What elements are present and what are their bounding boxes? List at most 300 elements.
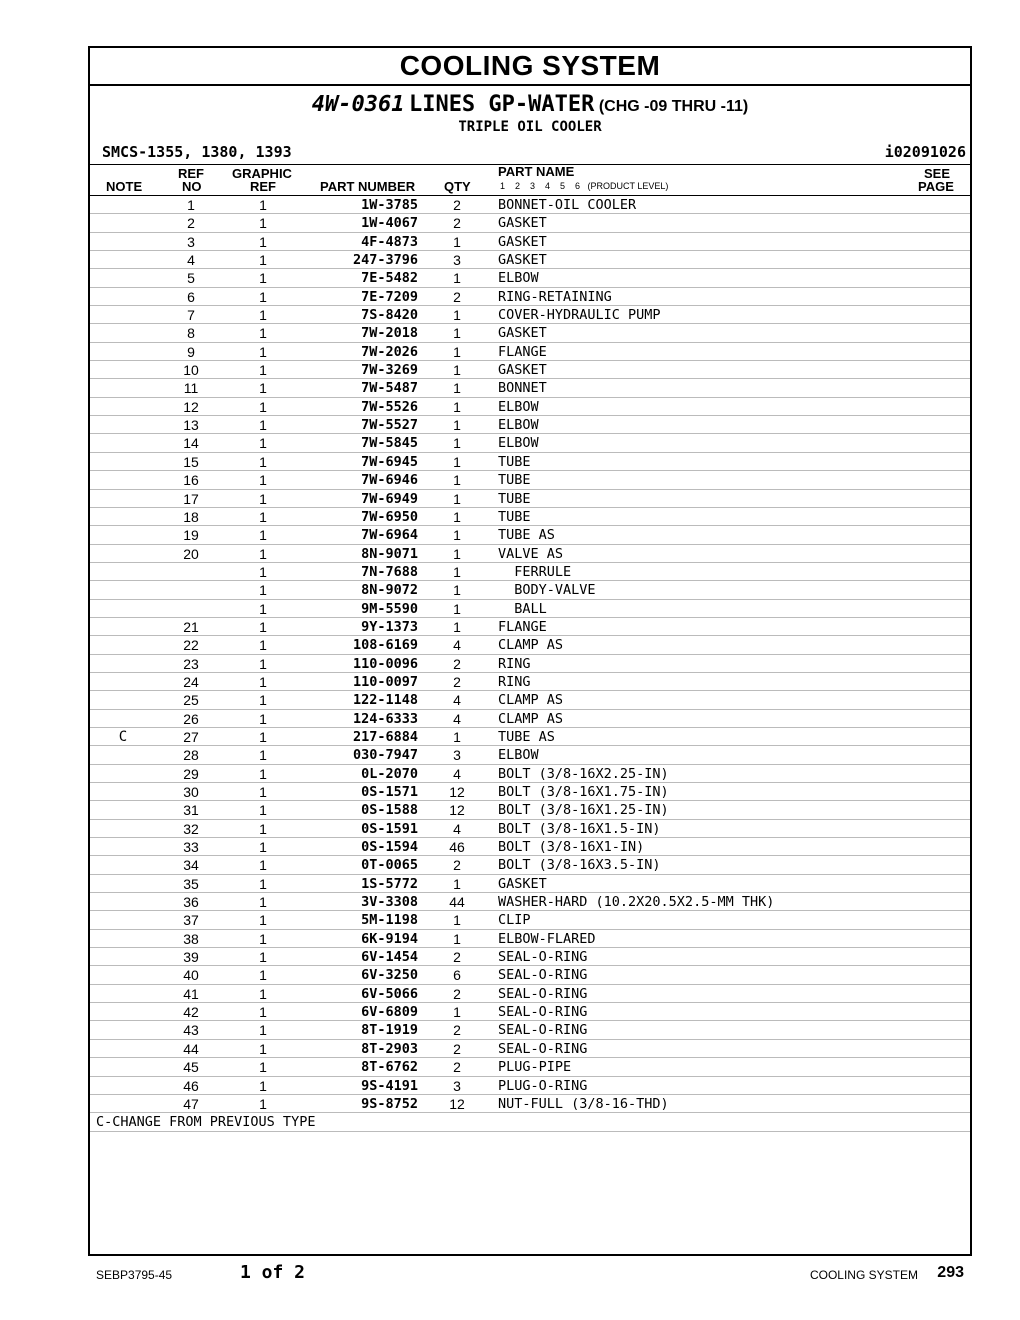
ref-cell: 46 xyxy=(183,1077,199,1094)
qty-cell: 1 xyxy=(453,362,461,379)
part-number-cell: 7W-6964 xyxy=(361,527,418,544)
col-part-number: PART NUMBER xyxy=(320,179,416,194)
qty-cell: 46 xyxy=(449,839,465,856)
part-number-cell: 8T-1919 xyxy=(361,1022,418,1039)
part-name-cell: BODY-VALVE xyxy=(498,582,596,599)
part-name-cell: WASHER-HARD (10.2X20.5X2.5-MM THK) xyxy=(498,894,775,911)
qty-cell: 1 xyxy=(453,417,461,434)
ref-cell: 4 xyxy=(187,252,195,269)
graphic-ref-cell: 1 xyxy=(259,857,267,874)
table-row xyxy=(90,398,970,416)
table-row xyxy=(90,233,970,251)
qty-cell: 1 xyxy=(453,600,461,617)
qty-cell: 2 xyxy=(453,1022,461,1039)
ref-cell: 12 xyxy=(183,398,199,415)
part-number-cell: 247-3796 xyxy=(352,252,418,269)
qty-cell: 4 xyxy=(453,637,461,654)
part-number-cell: 9S-4191 xyxy=(361,1077,418,1094)
col-see-bottom: PAGE xyxy=(918,179,954,194)
ref-cell: 9 xyxy=(187,343,195,360)
graphic-ref-cell: 1 xyxy=(259,380,267,397)
qty-cell: 1 xyxy=(453,875,461,892)
table-row xyxy=(90,214,970,232)
part-name-cell: RING xyxy=(498,673,531,690)
part-name-cell: TUBE xyxy=(498,508,531,525)
graphic-ref-cell: 1 xyxy=(259,1077,267,1094)
qty-cell: 1 xyxy=(453,582,461,599)
col-note: NOTE xyxy=(106,179,143,194)
part-name-cell: VALVE AS xyxy=(498,545,564,562)
part-number-cell: 110-0096 xyxy=(352,655,418,672)
ref-cell: 23 xyxy=(183,655,199,672)
part-name-cell: CLAMP AS xyxy=(498,637,564,654)
graphic-ref-cell: 1 xyxy=(259,655,267,672)
qty-cell: 2 xyxy=(453,215,461,232)
graphic-ref-cell: 1 xyxy=(259,820,267,837)
part-name-cell: GASKET xyxy=(498,215,547,232)
table-row xyxy=(90,746,970,764)
part-number-cell: 8N-9072 xyxy=(361,582,418,599)
qty-cell: 1 xyxy=(453,398,461,415)
graphic-ref-cell: 1 xyxy=(259,1022,267,1039)
part-number-cell: 7W-6946 xyxy=(361,472,418,489)
qty-cell: 12 xyxy=(449,802,465,819)
table-row xyxy=(90,820,970,838)
qty-cell: 1 xyxy=(453,563,461,580)
qty-cell: 1 xyxy=(453,343,461,360)
part-number-cell: 122-1148 xyxy=(352,692,418,709)
qty-cell: 1 xyxy=(453,508,461,525)
ref-cell: 8 xyxy=(187,325,195,342)
table-row xyxy=(90,600,970,618)
part-name-cell: BALL xyxy=(498,600,547,617)
table-row xyxy=(90,783,970,801)
ref-cell: 16 xyxy=(183,472,199,489)
col-product-level: 1 2 3 4 5 6 (PRODUCT LEVEL) xyxy=(500,181,669,191)
note-cell: C xyxy=(118,728,128,745)
graphic-ref-cell: 1 xyxy=(259,692,267,709)
graphic-ref-cell: 1 xyxy=(259,582,267,599)
part-number-cell: 7W-2026 xyxy=(361,343,418,360)
part-name-cell: TUBE xyxy=(498,472,531,489)
graphic-ref-cell: 1 xyxy=(259,1095,267,1112)
col-ref-top: REF xyxy=(178,166,204,181)
footer-page-number: 293 xyxy=(937,1264,964,1281)
part-name-cell: BOLT (3/8-16X1.25-IN) xyxy=(498,802,669,819)
graphic-ref-cell: 1 xyxy=(259,343,267,360)
ref-cell: 20 xyxy=(183,545,199,562)
ref-cell: 24 xyxy=(183,673,199,690)
table-row xyxy=(90,251,970,269)
graphic-ref-cell: 1 xyxy=(259,600,267,617)
part-name-cell: PLUG-PIPE xyxy=(498,1059,572,1076)
table-row xyxy=(90,710,970,728)
ref-cell: 5 xyxy=(187,270,195,287)
part-number-cell: 6V-6809 xyxy=(361,1004,418,1021)
part-name-cell: BOLT (3/8-16X2.25-IN) xyxy=(498,765,669,782)
ref-cell: 27 xyxy=(183,728,199,745)
part-name-cell: GASKET xyxy=(498,325,547,342)
part-number-cell: 7S-8420 xyxy=(361,307,418,324)
qty-cell: 12 xyxy=(449,784,465,800)
qty-cell: 1 xyxy=(453,453,461,470)
table-row xyxy=(90,856,970,874)
qty-cell: 1 xyxy=(453,618,461,635)
part-name-cell: SEAL-O-RING xyxy=(498,1004,588,1021)
qty-cell: 1 xyxy=(453,325,461,342)
ref-cell: 41 xyxy=(183,985,199,1002)
qty-cell: 2 xyxy=(453,197,461,213)
qty-cell: 1 xyxy=(453,435,461,452)
table-row xyxy=(90,765,970,783)
table-row xyxy=(90,691,970,709)
graphic-ref-cell: 1 xyxy=(259,673,267,690)
ref-cell: 19 xyxy=(183,527,199,544)
graphic-ref-cell: 1 xyxy=(259,949,267,966)
part-number-cell: 9Y-1373 xyxy=(361,618,418,635)
graphic-ref-cell: 1 xyxy=(259,710,267,727)
table-row xyxy=(90,434,970,452)
part-name-cell: FLANGE xyxy=(498,618,547,635)
part-number-cell: 7W-6945 xyxy=(361,453,418,470)
table-row xyxy=(90,728,970,746)
part-number-cell: 8T-2903 xyxy=(361,1040,418,1057)
qty-cell: 1 xyxy=(453,930,461,947)
part-number-cell: 6V-1454 xyxy=(361,949,418,966)
part-name-cell: CLAMP AS xyxy=(498,692,564,709)
table-row xyxy=(90,343,970,361)
table-row xyxy=(90,1040,970,1058)
table-row xyxy=(90,1003,970,1021)
parts-list-frame xyxy=(88,46,972,1256)
part-name-cell: TUBE xyxy=(498,453,531,470)
table-row xyxy=(90,288,970,306)
part-number-cell: 030-7947 xyxy=(352,747,418,764)
ref-cell: 31 xyxy=(183,802,199,819)
qty-cell: 1 xyxy=(453,1004,461,1021)
qty-cell: 4 xyxy=(453,710,461,727)
page-title: COOLING SYSTEM xyxy=(90,48,970,86)
graphic-ref-cell: 1 xyxy=(259,472,267,489)
part-number-cell: 7W-5527 xyxy=(361,417,418,434)
graphic-ref-cell: 1 xyxy=(259,288,267,305)
part-number-cell: 7E-5482 xyxy=(361,270,418,287)
graphic-ref-cell: 1 xyxy=(259,1059,267,1076)
ref-cell: 11 xyxy=(183,380,199,397)
ref-cell: 42 xyxy=(183,1004,199,1021)
part-number-cell: 8N-9071 xyxy=(361,545,418,562)
group-title xyxy=(90,92,970,118)
qty-cell: 2 xyxy=(453,985,461,1002)
part-number-cell: 0S-1594 xyxy=(361,839,418,856)
graphic-ref-cell: 1 xyxy=(259,765,267,782)
ref-cell: 2 xyxy=(187,215,195,232)
footer-page-of: 1 of 2 xyxy=(240,1262,306,1283)
table-row xyxy=(90,379,970,397)
part-name-cell: BOLT (3/8-16X3.5-IN) xyxy=(498,857,661,874)
part-number-cell: 9M-5590 xyxy=(361,600,418,617)
ref-cell: 47 xyxy=(183,1095,199,1112)
ref-cell: 35 xyxy=(183,875,199,892)
part-name-cell: FERRULE xyxy=(498,563,572,580)
part-name-cell: ELBOW-FLARED xyxy=(498,930,596,947)
table-row xyxy=(90,196,970,214)
footer-section: COOLING SYSTEM xyxy=(809,1268,918,1282)
part-number-cell: 0S-1588 xyxy=(361,802,418,819)
qty-cell: 2 xyxy=(453,1040,461,1057)
graphic-ref-cell: 1 xyxy=(259,802,267,819)
part-name-cell: COVER-HYDRAULIC PUMP xyxy=(498,307,661,324)
qty-cell: 4 xyxy=(453,765,461,782)
graphic-ref-cell: 1 xyxy=(259,417,267,434)
graphic-ref-cell: 1 xyxy=(259,784,267,800)
graphic-ref-cell: 1 xyxy=(259,270,267,287)
ref-cell: 43 xyxy=(183,1022,199,1039)
qty-cell: 1 xyxy=(453,233,461,250)
part-number-cell: 0S-1571 xyxy=(361,784,418,800)
part-name-cell: ELBOW xyxy=(498,747,539,764)
graphic-ref-cell: 1 xyxy=(259,1040,267,1057)
page-footer xyxy=(96,1262,968,1286)
graphic-ref-cell: 1 xyxy=(259,912,267,929)
table-row xyxy=(90,911,970,929)
qty-cell: 2 xyxy=(453,1059,461,1076)
ref-cell: 36 xyxy=(183,894,199,911)
table-row xyxy=(90,1095,970,1113)
qty-cell: 6 xyxy=(453,967,461,984)
part-number-cell: 8T-6762 xyxy=(361,1059,418,1076)
part-name-cell: TUBE xyxy=(498,490,531,507)
part-name-cell: SEAL-O-RING xyxy=(498,985,588,1002)
part-number-cell: 6V-3250 xyxy=(361,967,418,984)
table-row xyxy=(90,508,970,526)
part-name-cell: ELBOW xyxy=(498,270,539,287)
table-row xyxy=(90,306,970,324)
part-number-cell: 7W-2018 xyxy=(361,325,418,342)
table-row xyxy=(90,966,970,984)
table-row xyxy=(90,526,970,544)
ref-cell: 44 xyxy=(183,1040,199,1057)
part-name-cell: CLIP xyxy=(498,912,531,929)
model-number: 4W-0361 xyxy=(311,92,405,117)
graphic-ref-cell: 1 xyxy=(259,839,267,856)
ref-cell: 3 xyxy=(187,233,195,250)
table-row xyxy=(90,563,970,581)
table-row xyxy=(90,1077,970,1095)
table-row xyxy=(90,618,970,636)
part-name-cell: GASKET xyxy=(498,252,547,269)
ref-cell: 32 xyxy=(183,820,199,837)
graphic-ref-cell: 1 xyxy=(259,967,267,984)
graphic-ref-cell: 1 xyxy=(259,197,267,213)
part-number-cell: 7W-6949 xyxy=(361,490,418,507)
table-row xyxy=(90,893,970,911)
ref-cell: 39 xyxy=(183,949,199,966)
ref-cell: 34 xyxy=(183,857,199,874)
part-name-cell: SEAL-O-RING xyxy=(498,1040,588,1057)
ref-cell: 6 xyxy=(187,288,195,305)
table-row xyxy=(90,838,970,856)
table-row xyxy=(90,655,970,673)
graphic-ref-cell: 1 xyxy=(259,563,267,580)
graphic-ref-cell: 1 xyxy=(259,894,267,911)
ref-cell: 1 xyxy=(187,197,195,213)
part-number-cell: 124-6333 xyxy=(352,710,418,727)
col-graphic-top: GRAPHIC xyxy=(232,166,292,181)
ref-cell: 13 xyxy=(183,417,199,434)
part-name-cell: BOLT (3/8-16X1.5-IN) xyxy=(498,820,661,837)
part-number-cell: 7E-7209 xyxy=(361,288,418,305)
graphic-ref-cell: 1 xyxy=(259,875,267,892)
graphic-ref-cell: 1 xyxy=(259,1004,267,1021)
graphic-ref-cell: 1 xyxy=(259,637,267,654)
qty-cell: 1 xyxy=(453,472,461,489)
graphic-ref-cell: 1 xyxy=(259,325,267,342)
group-name: LINES GP-WATER xyxy=(408,92,595,117)
part-number-cell: 1W-4067 xyxy=(361,215,418,232)
col-ref-bottom: NO xyxy=(182,179,202,194)
part-number-cell: 5M-1198 xyxy=(361,912,418,929)
table-row xyxy=(90,801,970,819)
part-number-cell: 3V-3308 xyxy=(361,894,418,911)
qty-cell: 1 xyxy=(453,380,461,397)
part-name-cell: BONNET-OIL COOLER xyxy=(498,197,637,213)
part-number-cell: 108-6169 xyxy=(352,637,418,654)
graphic-ref-cell: 1 xyxy=(259,435,267,452)
qty-cell: 3 xyxy=(453,1077,461,1094)
part-name-cell: SEAL-O-RING xyxy=(498,967,588,984)
part-name-cell: PLUG-O-RING xyxy=(498,1077,588,1094)
footer-doc-id: SEBP3795-45 xyxy=(96,1268,173,1282)
qty-cell: 1 xyxy=(453,490,461,507)
part-name-cell: NUT-FULL (3/8-16-THD) xyxy=(498,1095,669,1112)
graphic-ref-cell: 1 xyxy=(259,747,267,764)
part-name-cell: GASKET xyxy=(498,233,547,250)
table-row xyxy=(90,636,970,654)
table-row xyxy=(90,416,970,434)
part-number-cell: 7W-5487 xyxy=(361,380,418,397)
part-number-cell: 1S-5772 xyxy=(361,875,418,892)
parts-table-body xyxy=(90,196,970,1113)
ref-cell: 38 xyxy=(183,930,199,947)
table-row xyxy=(90,361,970,379)
part-name-cell: TUBE AS xyxy=(498,527,555,544)
qty-cell: 1 xyxy=(453,307,461,324)
table-row xyxy=(90,930,970,948)
part-name-cell: ELBOW xyxy=(498,435,539,452)
ref-cell: 33 xyxy=(183,839,199,856)
ref-cell: 14 xyxy=(183,435,199,452)
graphic-ref-cell: 1 xyxy=(259,728,267,745)
table-row xyxy=(90,985,970,1003)
ref-cell: 29 xyxy=(183,765,199,782)
col-qty: QTY xyxy=(444,179,471,194)
graphic-ref-cell: 1 xyxy=(259,252,267,269)
col-part-name: PART NAME xyxy=(498,164,575,179)
qty-cell: 2 xyxy=(453,949,461,966)
qty-cell: 4 xyxy=(453,820,461,837)
ref-cell: 30 xyxy=(183,784,199,800)
table-row xyxy=(90,324,970,342)
table-row xyxy=(90,453,970,471)
table-row xyxy=(90,1021,970,1039)
qty-cell: 1 xyxy=(453,545,461,562)
graphic-ref-cell: 1 xyxy=(259,453,267,470)
ref-cell: 26 xyxy=(183,710,199,727)
part-number-cell: 0L-2070 xyxy=(361,765,418,782)
part-name-cell: RING xyxy=(498,655,531,672)
table-row xyxy=(90,948,970,966)
part-name-cell: GASKET xyxy=(498,362,547,379)
smcs-row xyxy=(90,140,970,165)
footnote: C-CHANGE FROM PREVIOUS TYPE xyxy=(90,1113,970,1132)
graphic-ref-cell: 1 xyxy=(259,985,267,1002)
part-name-cell: BOLT (3/8-16X1-IN) xyxy=(498,839,645,856)
part-name-cell: BOLT (3/8-16X1.75-IN) xyxy=(498,784,669,800)
part-name-cell: ELBOW xyxy=(498,417,539,434)
part-number-cell: 9S-8752 xyxy=(361,1095,418,1112)
table-header xyxy=(90,165,970,196)
graphic-ref-cell: 1 xyxy=(259,307,267,324)
ref-cell: 40 xyxy=(183,967,199,984)
graphic-ref-cell: 1 xyxy=(259,362,267,379)
qty-cell: 2 xyxy=(453,673,461,690)
col-graphic-bottom: REF xyxy=(250,179,276,194)
document-id: i02091026 xyxy=(884,143,966,161)
part-name-cell: BONNET xyxy=(498,380,547,397)
part-number-cell: 0T-0065 xyxy=(361,857,418,874)
ref-cell: 17 xyxy=(183,490,199,507)
table-row xyxy=(90,545,970,563)
part-number-cell: 217-6884 xyxy=(352,728,418,745)
part-number-cell: 7W-3269 xyxy=(361,362,418,379)
qty-cell: 1 xyxy=(453,728,461,745)
table-row xyxy=(90,490,970,508)
ref-cell: 25 xyxy=(183,692,199,709)
graphic-ref-cell: 1 xyxy=(259,215,267,232)
part-number-cell: 6K-9194 xyxy=(361,930,418,947)
qty-cell: 4 xyxy=(453,692,461,709)
qty-cell: 2 xyxy=(453,655,461,672)
part-number-cell: 7W-6950 xyxy=(361,508,418,525)
ref-cell: 28 xyxy=(183,747,199,764)
part-number-cell: 7W-5845 xyxy=(361,435,418,452)
qty-cell: 2 xyxy=(453,288,461,305)
graphic-ref-cell: 1 xyxy=(259,508,267,525)
part-number-cell: 7W-5526 xyxy=(361,398,418,415)
table-row xyxy=(90,875,970,893)
qty-cell: 3 xyxy=(453,252,461,269)
table-row xyxy=(90,269,970,287)
graphic-ref-cell: 1 xyxy=(259,930,267,947)
ref-cell: 7 xyxy=(187,307,195,324)
part-name-cell: GASKET xyxy=(498,875,547,892)
table-row xyxy=(90,1058,970,1076)
table-row xyxy=(90,581,970,599)
change-range: (CHG -09 THRU -11) xyxy=(598,98,749,115)
graphic-ref-cell: 1 xyxy=(259,398,267,415)
graphic-ref-cell: 1 xyxy=(259,618,267,635)
ref-cell: 22 xyxy=(183,637,199,654)
ref-cell: 10 xyxy=(183,362,199,379)
part-name-cell: ELBOW xyxy=(498,398,539,415)
group-description: TRIPLE OIL COOLER xyxy=(458,119,602,135)
qty-cell: 3 xyxy=(453,747,461,764)
smcs-codes: SMCS-1355, 1380, 1393 xyxy=(102,143,292,161)
part-number-cell: 4F-4873 xyxy=(361,233,418,250)
part-name-cell: CLAMP AS xyxy=(498,710,564,727)
ref-cell: 18 xyxy=(183,508,199,525)
